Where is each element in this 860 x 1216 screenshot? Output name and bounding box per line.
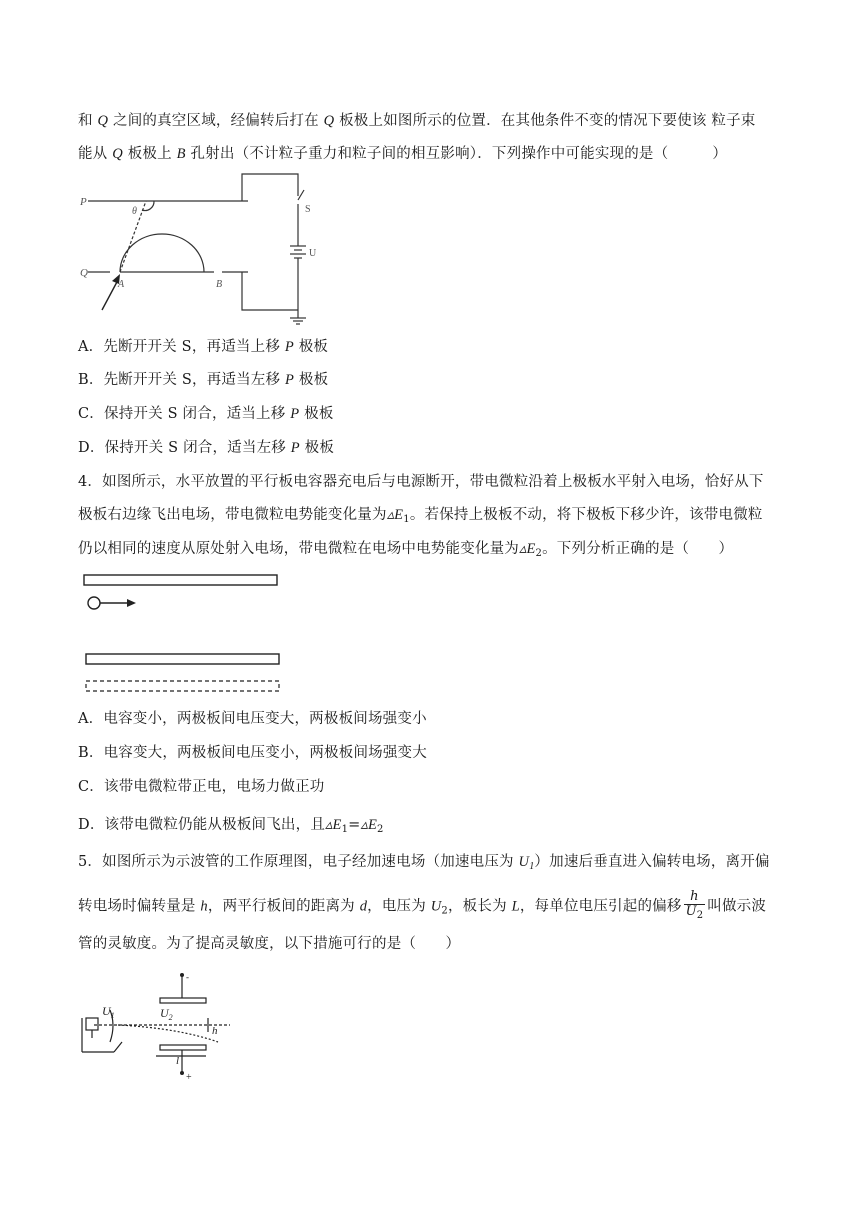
q4-option-c: C．该带电微粒带正电，电场力做正功 [78,779,325,795]
label-B: B [216,279,223,290]
label-theta: θ [132,206,137,217]
label-U1: $U_1$ [102,1004,115,1020]
q5-figure [78,970,238,1082]
label-A: A [118,279,125,290]
particle [88,597,100,609]
label-Q: Q [80,267,88,279]
q4-stem-line-2: 极板右边缘飞出电场，带电微粒电势能变化量为$▵E_1$。若保持上极板不动，将下极板下移少许，该带电微粒 [78,507,763,525]
q3-stem-line-1: 和 Q 之间的真空区域，经偏转后打在 Q 板极上如图所示的位置．在其他条件不变的情况下要使该 粒子束 [78,113,756,129]
label-h: h [212,1025,218,1037]
q3-figure [76,168,336,333]
lower-plate [86,654,279,664]
label-plus: + [186,1072,192,1082]
label-l: l [176,1055,180,1067]
q4-option-b: B．电容变大，两极板间电压变小，两极板间场强变大 [78,745,427,761]
q5-stem-line-1: 5．如图所示为示波管的工作原理图，电子经加速电场（加速电压为 $U_1$）加速后垂直进入偏转电场，离开偏 [78,854,770,872]
label-P: P [80,196,87,208]
upper-plate [84,575,277,585]
q3-option-b: B．先断开开关 S，再适当左移 P 极板 [78,372,329,388]
q3-stem-line-2: 能从 Q 板极上 B 孔射出（不计粒子重力和粒子间的相互影响）．下列操作中可能实现的是（ ） [78,146,728,162]
q3-option-a: A．先断开开关 S，再适当上移 P 极板 [78,339,329,355]
q4-stem-line-1: 4．如图所示，水平放置的平行板电容器充电后与电源断开，带电微粒沿着上极板水平射入电场，恰好从下 [78,474,764,490]
label-U2: $U_2$ [160,1006,173,1022]
label-U: U [309,248,317,259]
q4-option-a: A．电容变小，两极板间电压变大，两极板间场强变小 [78,711,427,727]
q4-figure [80,570,290,696]
q5-stem-line-2: 转电场时偏转量是 h，两平行板间的距离为 d，电压为 $U_2$，板长为 L，每单位电压引起的偏移 $\frac{h}{U_2}$ 叫做示波 [78,889,767,921]
q3-option-c: C．保持开关 S 闭合，适当上移 P 极板 [78,406,334,422]
label-S: S [305,204,311,215]
q4-stem-line-3: 仍以相同的速度从原处射入电场，带电微粒在电场中电势能变化量为$▵E_2$。下列分析正确的是（ ） [78,541,734,559]
label-minus: - [186,972,189,982]
q4-option-d: D．该带电微粒仍能从极板间飞出，且$▵E_1=▵E_2$ [78,817,384,835]
q3-option-d: D．保持开关 S 闭合，适当左移 P 极板 [78,440,335,456]
sensitivity-fraction: $\frac{h}{U_2}$ [685,889,704,921]
q5-stem-line-3: 管的灵敏度。为了提高灵敏度，以下措施可行的是（ ） [78,936,461,952]
lower-plate-moved [86,681,279,691]
